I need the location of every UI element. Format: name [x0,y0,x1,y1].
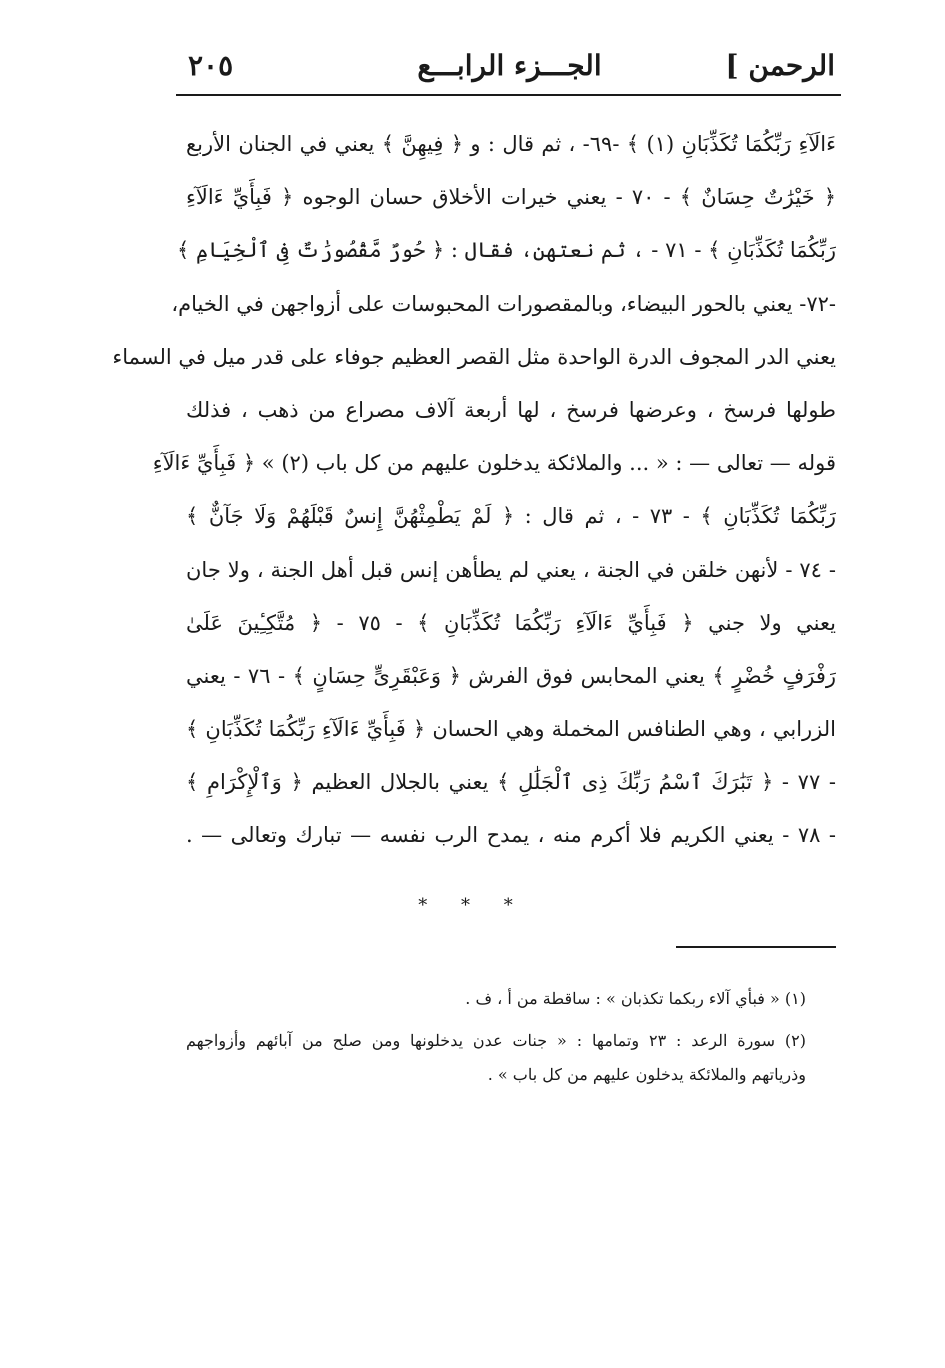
text-line: - ٧٨ - يعني الكريم فلا أكرم منه ، يمدح الرب نفسه — تبارك وتعالى — . [186,823,836,848]
text-line: رَبِّكُمَا تُكَذِّبَانِ ﴾ - ٧١ - ، ثم نعتهن، فقال : ﴿ حُورٌ مَّقْصُورَٰتٌ فِى ٱلْخِيَامِ ﴾ [177,238,836,263]
page-header [178,40,841,92]
footnote-2: (٢) سورة الرعد : ٢٣ وتمامها : « جنات عدن يدخلونها ومن صلح من آبائهم وأزواجهم [186,1031,807,1050]
text-line: -٧٢- يعني بالحور البيضاء، وبالمقصورات المحبوسات على أزواجهن في الخيام، [171,291,836,316]
text-line: يعني الدر المجوف الدرة الواحدة مثل القصر العظيم جوفاء على قدر ميل في السماء [112,344,836,369]
footnotes [186,982,806,1092]
footnote-divider [676,946,836,948]
text-line: قوله — تعالى — : « ... والملائكة يدخلون عليهم من كل باب (٢) » ﴿ فَبِأَيِّ ءَالَآءِ [152,451,836,476]
text-line: طولها فرسخ ، وعرضها فرسخ ، لها أربعة آلاف مصراع من ذهب ، فذلك [186,397,836,422]
text-line: - ٧٧ - ﴿ تَبَٰرَكَ ٱسْمُ رَبِّكَ ذِى ٱلْجَلَٰلِ ﴾ يعني بالجلال العظيم ﴿ وَٱلْإِكْرَامِ ﴾ [186,770,836,795]
text-line: ﴿ خَيْرَٰتٌ حِسَانٌ ﴾ - ٧٠ - يعني خيرات الأخلاق حسان الوجوه ﴿ فَبِأَيِّ ءَالَآءِ [186,185,837,210]
text-line: رَبِّكُمَا تُكَذِّبَانِ ﴾ - ٧٣ - ، ثم قال : ﴿ لَمْ يَطْمِثْهُنَّ إِنسٌ قَبْلَهُمْ وَلَا جَآنٌّ ﴾ [186,504,836,529]
section-separator: * * * [418,895,527,916]
volume-title: الجـــزء الرابـــع [417,49,602,82]
text-line: - ٧٤ - لأنهن خلقن في الجنة ، يعني لم يطأهن إنس قبل أهل الجنة ، ولا جان [186,557,836,582]
surah-title: الرحمن ] [725,49,835,82]
header-divider [176,94,841,96]
text-line: يعني ولا جني ﴿ فَبِأَيِّ ءَالَآءِ رَبِّكُمَا تُكَذِّبَانِ ﴾ - ٧٥ - ﴿ مُتَّكِـِٔينَ عَلَىٰ [186,610,836,635]
footnote-1: (١) « فبأي آلاء ربكما تكذبان » : ساقطة من أ ، ف . [465,989,806,1008]
text-line: رَفْرَفٍ خُضْرٍ ﴾ يعني المحابس فوق الفرش ﴿ وَعَبْقَرِىٍّ حِسَانٍ ﴾ - ٧٦ - يعني [186,663,837,688]
text-line: الزرابي ، وهي الطنافس المخملة وهي الحسان ﴿ فَبِأَيِّ ءَالَآءِ رَبِّكُمَا تُكَذِّبَانِ ﴾ [186,717,836,742]
tafsir-text [112,118,837,863]
text-line: ءَالَآءِ رَبِّكُمَا تُكَذِّبَانِ (١) ﴾ -٦٩- ، ثم قال : و ﴿ فِيهِنَّ ﴾ يعني في الجنان الأربع [186,132,837,156]
page-number: ٢٠٥ [188,49,234,82]
footnote-2-continued: وذرياتهم والملائكة يدخلون عليهم من كل باب » . [487,1065,806,1084]
